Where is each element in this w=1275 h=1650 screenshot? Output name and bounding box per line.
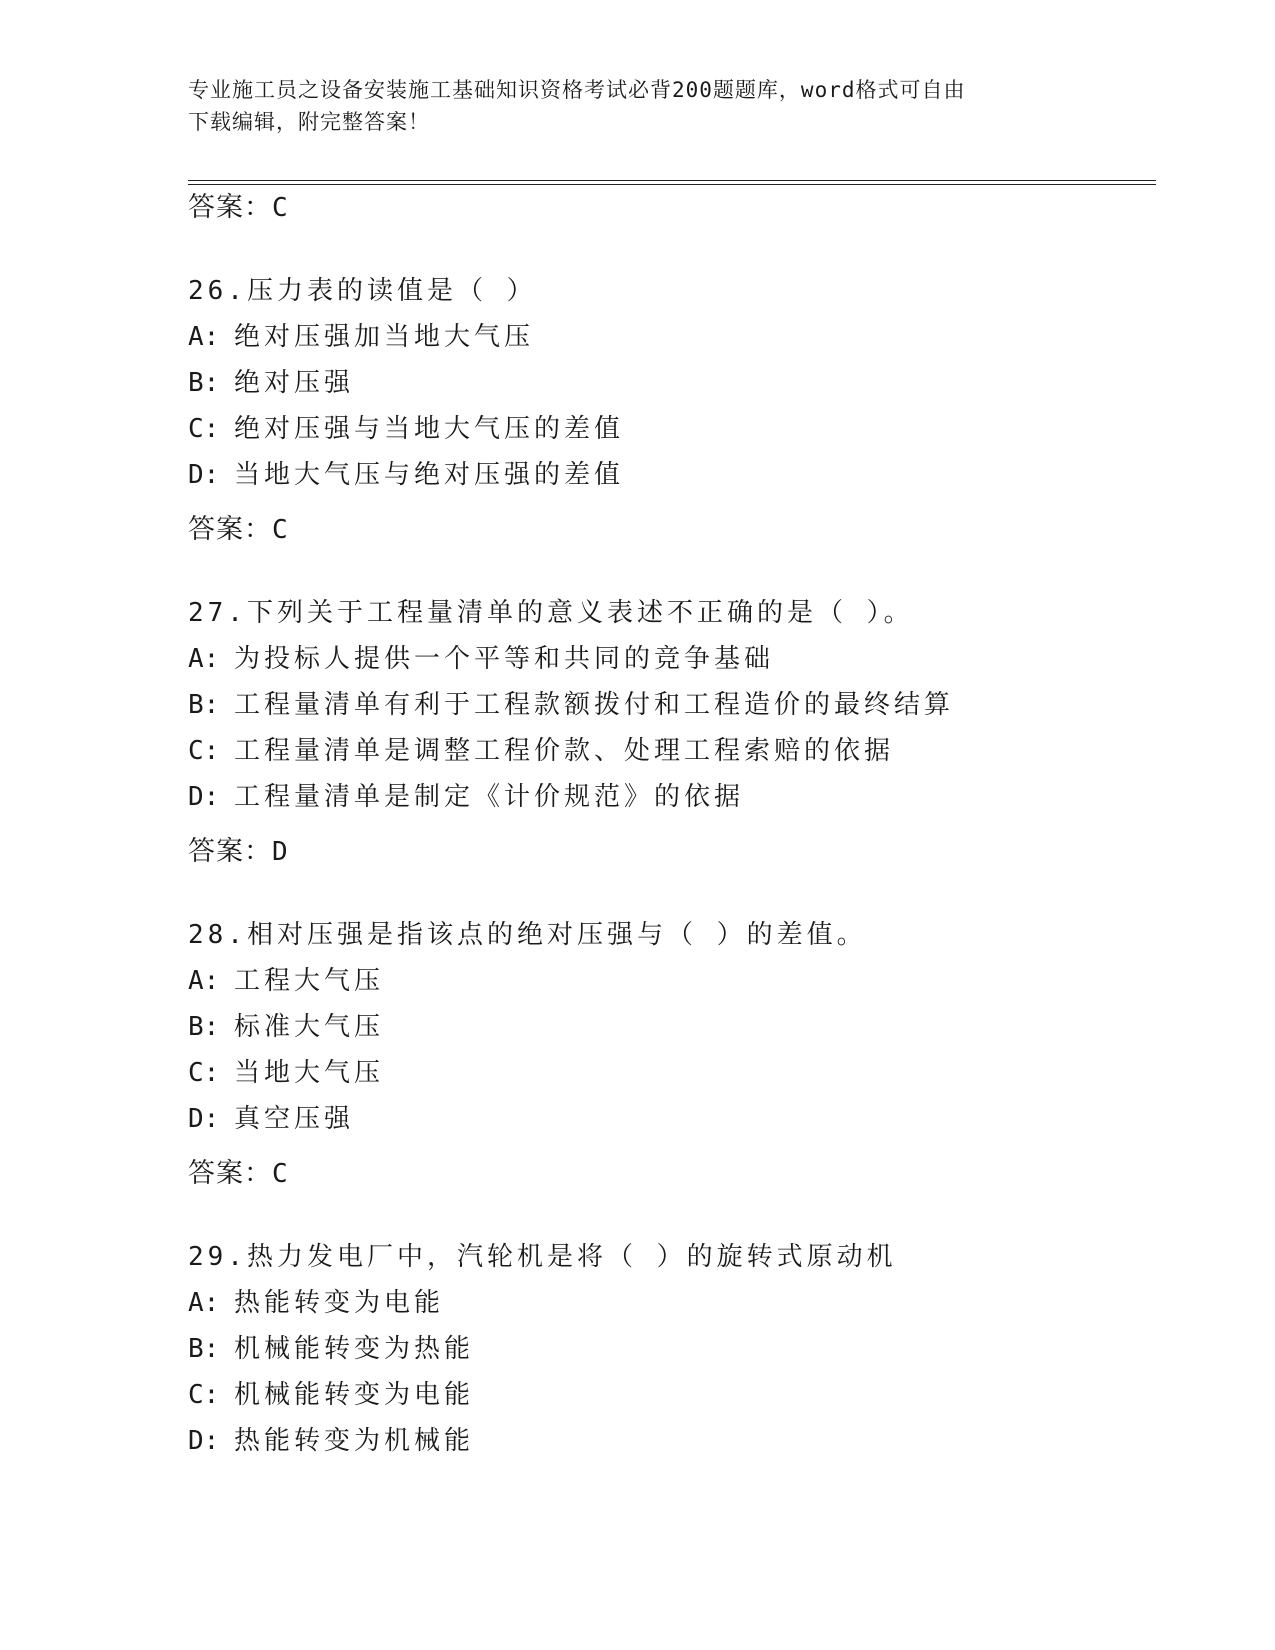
option-letter: C: [188,736,220,766]
option-letter: A: [188,644,220,674]
option-letter: C: [188,1058,220,1088]
option-letter: D: [188,782,220,812]
answer-28 [188,1156,289,1192]
question-title: 26.压力表的读值是（ ） [188,276,537,306]
option-letter: A: [188,966,220,996]
option-text: 工程量清单有利于工程款额拨付和工程造价的最终结算 [234,690,955,720]
option-text: 工程量清单是调整工程价款、处理工程索赔的依据 [234,736,895,766]
option-letter: B: [188,1012,220,1042]
option-b [188,1004,1148,1050]
option-b [188,360,1148,406]
previous-answer [188,190,289,226]
option-text: 绝对压强加当地大气压 [234,322,535,352]
option-text: 工程量清单是制定《计价规范》的依据 [234,782,745,812]
answer-value: C [272,515,289,545]
answer-label: 答案： [188,192,272,223]
question-26 [188,268,1148,498]
question-title: 28.相对压强是指该点的绝对压强与（ ）的差值。 [188,920,867,950]
document-header [188,74,1088,138]
option-letter: D: [188,1426,220,1456]
option-letter: A: [188,1288,220,1318]
answer-value: C [272,193,289,223]
option-letter: B: [188,1334,220,1364]
option-c [188,728,1148,774]
question-title: 27.下列关于工程量清单的意义表述不正确的是（ ）。 [188,598,914,628]
header-divider-bottom [188,184,1156,185]
option-letter: A: [188,322,220,352]
option-c [188,406,1148,452]
option-text: 热能转变为电能 [234,1288,445,1318]
question-29 [188,1234,1148,1464]
option-letter: B: [188,690,220,720]
answer-label: 答案： [188,1158,272,1189]
header-line-1: 专业施工员之设备安装施工基础知识资格考试必背200题题库，word格式可自由 [188,78,966,102]
option-d [188,1096,1148,1142]
option-text: 机械能转变为热能 [234,1334,475,1364]
option-letter: D: [188,460,220,490]
answer-27 [188,834,289,870]
option-b [188,1326,1148,1372]
option-text: 热能转变为机械能 [234,1426,475,1456]
option-a [188,636,1148,682]
option-d [188,452,1148,498]
option-text: 工程大气压 [234,966,385,996]
header-line-2: 下载编辑，附完整答案！ [188,110,430,134]
option-a [188,314,1148,360]
option-letter: C: [188,1380,220,1410]
option-d [188,774,1148,820]
option-letter: D: [188,1104,220,1134]
option-text: 当地大气压与绝对压强的差值 [234,460,625,490]
option-text: 机械能转变为电能 [234,1380,475,1410]
option-text: 当地大气压 [234,1058,385,1088]
option-letter: B: [188,368,220,398]
option-text: 真空压强 [234,1104,355,1134]
answer-26 [188,512,289,548]
option-d [188,1418,1148,1464]
option-b [188,682,1148,728]
option-text: 标准大气压 [234,1012,385,1042]
option-c [188,1372,1148,1418]
option-text: 为投标人提供一个平等和共同的竞争基础 [234,644,775,674]
answer-value: D [272,837,289,867]
answer-label: 答案： [188,514,272,545]
question-title: 29.热力发电厂中，汽轮机是将（ ）的旋转式原动机 [188,1242,897,1272]
header-divider-top [188,180,1156,181]
question-27 [188,590,1148,820]
question-28 [188,912,1148,1142]
option-a [188,1280,1148,1326]
option-letter: C: [188,414,220,444]
answer-label: 答案： [188,836,272,867]
option-text: 绝对压强 [234,368,355,398]
option-text: 绝对压强与当地大气压的差值 [234,414,625,444]
option-c [188,1050,1148,1096]
answer-value: C [272,1159,289,1189]
option-a [188,958,1148,1004]
